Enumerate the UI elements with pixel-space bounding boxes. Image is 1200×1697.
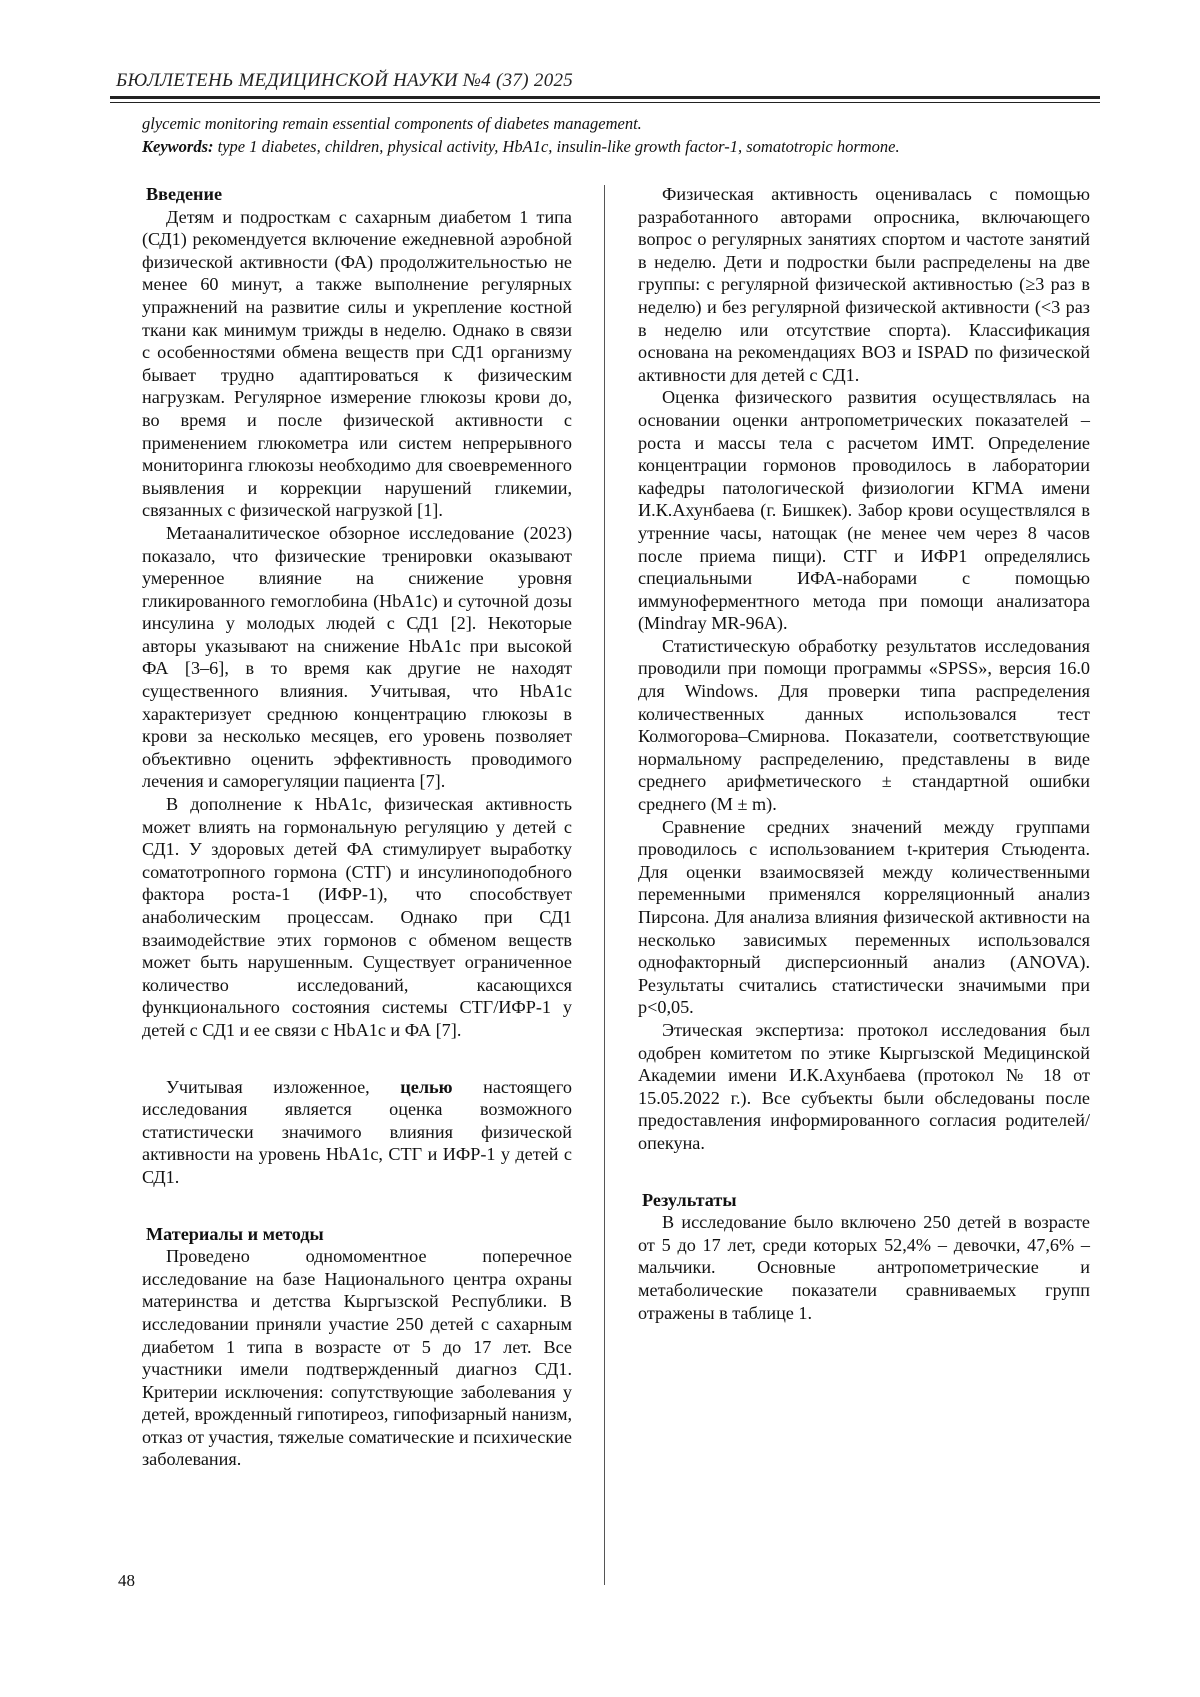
keywords-text: type 1 diabetes, children, physical activity, HbA1c, insulin-like growth factor-1, somatotropic hormone. <box>213 137 900 156</box>
journal-running-header: БЮЛЛЕТЕНЬ МЕДИЦИНСКОЙ НАУКИ №4 (37) 2025 <box>116 70 574 91</box>
goal-text-before: Учитывая изложенное, <box>166 1076 401 1097</box>
section-gap-right <box>638 1155 1090 1189</box>
methods-paragraph-2: Физическая активность оценивалась с помощью разработанного авторами опросника, включающего вопрос о регулярных занятиях спортом и частоте занятий в неделю. Дети и подростки были распределены на две группы: с регулярной физической активностью (≥3 раз в неделю) и без регулярной физической активности (<3 раз в неделю или отсутствие спорта). Классификация основана на рекомендациях ВОЗ и ISPAD по физической активности для детей с СД1. <box>638 184 1090 385</box>
intro-paragraph-2: Метааналитическое обзорное исследование (2023) показало, что физические тренировки оказывают умеренное влияние на снижение уровня гликированного гемоглобина (HbA1c) и суточной дозы инсулина у молодых людей с СД1 [2]. Некоторые авторы указывают на снижение HbA1c при высокой ФА [3–6], в то время как другие не находят существенного влияния. Учитывая, что HbA1c характеризует среднюю концентрацию глюкозы в крови за несколько месяцев, его уровень позволяет объективно оценить эффективность проводимого лечения и саморегуляции пациента [7]. <box>142 522 572 792</box>
results-paragraph-1: В исследование было включено 250 детей в возрасте от 5 до 17 лет, среди которых 52,4% – девочки, 47,6% – мальчики. Основные антропометрические и метаболические показатели сравниваемых групп отражены в таблице 1. <box>638 1212 1090 1323</box>
ethics-paragraph: Этическая экспертиза: протокол исследования был одобрен комитетом по этике Кыргызской Медицинской Академии имени И.К.Ахунбаева (протокол № 18 от 15.05.2022 г.). Все субъекты были обследованы после предоставления информированного согласия родителей/опекуна. <box>638 1019 1090 1153</box>
left-column <box>142 183 572 1471</box>
methods-paragraph-1: Проведено одномоментное поперечное исследование на базе Национального центра охраны материнства и детства Кыргызской Республики. В исследовании приняли участие 250 детей с сахарным диабетом 1 типа в возрасте от 5 до 17 лет. Все участники имели подтвержденный диагноз СД1. Критерии исключения: сопутствующие заболевания у детей, врожденный гипотиреоз, гипофизарный нанизм, отказ от участия, тяжелые соматические и психические заболевания. <box>142 1246 572 1470</box>
methods-paragraph-5: Сравнение средних значений между группами проводилось с использованием t-критерия Стьюдента. Для оценки взаимосвязей между количественными переменными применялся корреляционный анализ Пирсона. Для анализа влияния физической активности на несколько зависимых переменных использовался однофакторный дисперсионный анализ (ANOVA). Результаты считались статистически значимыми при p<0,05. <box>638 816 1090 1018</box>
goal-paragraph <box>142 1076 572 1189</box>
section-gap <box>142 1189 572 1223</box>
results-heading: Результаты <box>642 1189 737 1210</box>
methods-paragraph-3: Оценка физического развития осуществлялась на основании оценки антропометрических показателей – роста и массы тела с расчетом ИМТ. Определение концентрации гормонов проводилось в лаборатории кафедры патологической физиологии КГМА имени И.К.Ахунбаева (г. Бишкек). Забор крови осуществлялся в утренние часы, натощак (не менее чем через 8 часов после приема пищи). СТГ и ИФР1 определялись специальными ИФА-наборами с помощью иммуноферментного метода при помощи анализатора (Mindray MR-96A). <box>638 387 1090 634</box>
intro-heading: Введение <box>146 184 223 204</box>
goal-emphasis: целью <box>400 1076 453 1097</box>
header-rule-thick <box>110 96 1100 99</box>
column-divider <box>604 185 605 1585</box>
keywords-line <box>142 135 1102 158</box>
paragraph-gap <box>142 1042 572 1076</box>
goal-text-after: настоящего исследования является оценка возможного статистически значимого влияния физической активности на уровень HbA1c, СТГ и ИФР-1 у детей с СД1. <box>142 1076 572 1187</box>
abstract-last-line: glycemic monitoring remain essential components of diabetes management. <box>142 114 642 133</box>
intro-paragraph-1: Детям и подросткам с сахарным диабетом 1 типа (СД1) рекомендуется включение ежедневной аэробной физической активности (ФА) продолжительностью не менее 60 минут, а также выполнение регулярных упражнений на развитие силы и укрепление костной ткани как минимум трижды в неделю. Однако в связи с особенностями обмена веществ при СД1 организму бывает трудно адаптироваться к физическим нагрузкам. Регулярное измерение глюкозы крови до, во время и после физической активности с применением глюкометра или систем непрерывного мониторинга глюкозы необходимо для своевременного выявления и коррекции нарушений гликемии, связанных с физической нагрузкой [1]. <box>142 206 572 521</box>
methods-paragraph-4: Статистическую обработку результатов исследования проводили при помощи программы «SPSS», версия 16.0 для Windows. Для проверки типа распределения количественных данных использовался тест Колмогорова–Смирнова. Показатели, соответствующие нормальному распределению, представлены в виде среднего арифметического ± стандартной ошибки среднего (M ± m). <box>638 635 1090 815</box>
header-rule-thin <box>110 102 1100 103</box>
page-number: 48 <box>118 1571 135 1590</box>
abstract-tail <box>142 112 1102 158</box>
keywords-label: Keywords: <box>142 137 214 156</box>
methods-heading: Материалы и методы <box>146 1223 324 1244</box>
intro-paragraph-3: В дополнение к HbA1c, физическая активность может влиять на гормональную регуляцию у детей с СД1. У здоровых детей ФА стимулирует выработку соматотропного гормона (СТГ) и инсулиноподобного фактора роста-1 (ИФР-1), что способствует анаболическим процессам. Однако при СД1 взаимодействие этих гормонов с обменом веществ может быть нарушенным. Существует ограниченное количество исследований, касающихся функционального состояния системы СТГ/ИФР-1 у детей с СД1 и ее связи с HbA1c и ФА [7]. <box>142 794 572 1040</box>
right-column <box>638 183 1090 1324</box>
